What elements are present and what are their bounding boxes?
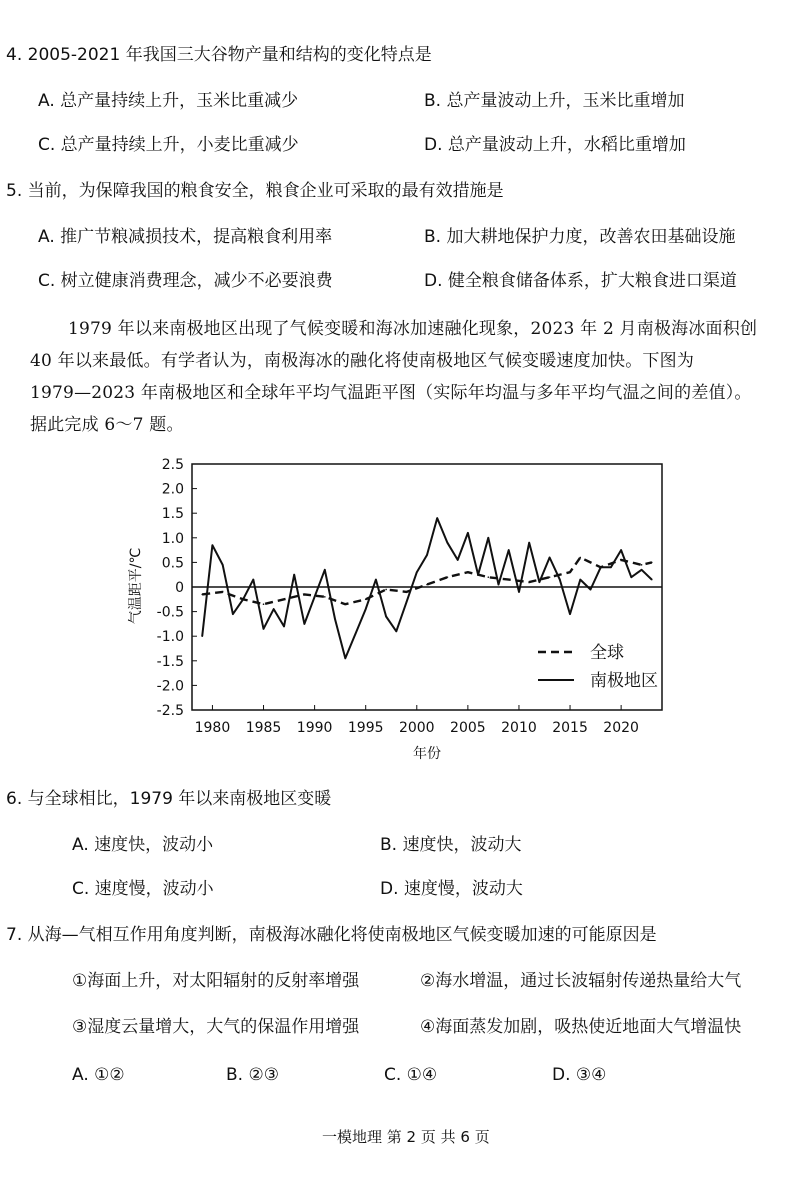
- data-point-global: [426, 584, 428, 586]
- data-point-antarctic: [620, 549, 622, 551]
- x-axis-title: 年份: [413, 746, 441, 762]
- q7-stem: 7. 从海—气相互作用角度判断，南极海冰融化将使南极地区气候变暖加速的可能原因是: [6, 925, 657, 945]
- legend-label-antarctic: 南极地区: [590, 671, 658, 691]
- data-point-global: [304, 594, 306, 596]
- q6-option-b[interactable]: B. 速度快，波动大: [380, 835, 522, 855]
- passage-line-3: 1979—2023 年南极地区和全球年平均气温距平图（实际年均温与多年平均气温之间的差值）。: [30, 383, 752, 403]
- q4-option-a[interactable]: A. 总产量持续上升，玉米比重减少: [38, 91, 299, 111]
- data-point-antarctic: [344, 658, 346, 660]
- data-point-antarctic: [375, 579, 377, 581]
- y-tick-label: 2.5: [161, 457, 184, 473]
- legend: [538, 643, 658, 691]
- q4-option-d[interactable]: D. 总产量波动上升，水稻比重增加: [424, 135, 686, 155]
- data-point-antarctic: [631, 576, 633, 578]
- data-point-antarctic: [242, 599, 244, 601]
- data-point-antarctic: [651, 579, 653, 581]
- data-point-global: [620, 559, 622, 561]
- data-point-antarctic: [365, 608, 367, 610]
- data-point-global: [447, 576, 449, 578]
- q7-option-b[interactable]: B. ②③: [226, 1065, 279, 1085]
- data-point-antarctic: [528, 542, 530, 544]
- data-point-global: [263, 603, 265, 605]
- y-tick-label: -0.5: [156, 604, 184, 621]
- q7-statement-2: ②海水增温，通过长波辐射传递热量给大气: [420, 971, 742, 991]
- q5-option-c[interactable]: C. 树立健康消费理念，减少不必要浪费: [38, 271, 333, 291]
- x-tick-label: 2010: [501, 720, 537, 736]
- temperature-anomaly-chart: [130, 452, 670, 772]
- data-point-antarctic: [549, 557, 551, 559]
- q7-statement-4: ④海面蒸发加剧，吸热使近地面大气增温快: [420, 1017, 742, 1037]
- data-point-antarctic: [447, 542, 449, 544]
- x-tick-label: 2020: [603, 720, 639, 736]
- data-point-antarctic: [457, 559, 459, 561]
- data-point-global: [508, 579, 510, 581]
- data-point-global: [579, 557, 581, 559]
- data-point-global: [569, 571, 571, 573]
- x-tick-label: 1995: [347, 720, 384, 736]
- data-point-antarctic: [222, 564, 224, 566]
- q5-option-a[interactable]: A. 推广节粮减损技术，提高粮食利用率: [38, 227, 333, 247]
- y-tick-label: 1.5: [161, 506, 184, 523]
- data-point-antarctic: [518, 591, 520, 593]
- q5-option-b[interactable]: B. 加大耕地保护力度，改善农田基础设施: [424, 227, 736, 247]
- y-tick-label: 0: [175, 580, 184, 596]
- data-point-antarctic: [488, 537, 490, 539]
- data-point-antarctic: [283, 626, 285, 628]
- q4-option-b[interactable]: B. 总产量波动上升，玉米比重增加: [424, 91, 685, 111]
- x-tick-label: 1980: [194, 720, 231, 736]
- passage-line-1: 1979 年以来南极地区出现了气候变暖和海冰加速融化现象，2023 年 2 月南极海冰面积创: [68, 319, 758, 339]
- q7-statement-1: ①海面上升，对太阳辐射的反射率增强: [72, 971, 360, 991]
- q7-option-c[interactable]: C. ①④: [384, 1065, 438, 1085]
- data-point-antarctic: [610, 567, 612, 569]
- data-point-antarctic: [559, 579, 561, 581]
- data-point-antarctic: [498, 584, 500, 586]
- data-point-antarctic: [569, 613, 571, 615]
- q6-stem: 6. 与全球相比，1979 年以来南极地区变暖: [6, 789, 332, 809]
- q6-option-c[interactable]: C. 速度慢，波动小: [72, 879, 214, 899]
- data-point-global: [488, 576, 490, 578]
- x-tick-label: 2005: [450, 720, 486, 736]
- data-point-antarctic: [273, 608, 275, 610]
- series-line-antarctic: [202, 518, 652, 658]
- y-axis-title: 气温距平/℃: [128, 547, 144, 625]
- page-footer: 一模地理 第 2 页 共 6 页: [322, 1128, 490, 1146]
- q6-option-d[interactable]: D. 速度慢，波动大: [380, 879, 523, 899]
- q7-statement-3: ③湿度云量增大，大气的保温作用增强: [72, 1017, 360, 1037]
- data-point-antarctic: [600, 567, 602, 569]
- data-point-antarctic: [416, 571, 418, 573]
- q4-option-c[interactable]: C. 总产量持续上升，小麦比重减少: [38, 135, 299, 155]
- data-point-antarctic: [508, 549, 510, 551]
- data-point-antarctic: [406, 601, 408, 603]
- data-point-global: [324, 596, 326, 598]
- series-line-global: [202, 558, 652, 605]
- passage-line-4: 据此完成 6～7 题。: [30, 415, 184, 435]
- q6-option-a[interactable]: A. 速度快，波动小: [72, 835, 214, 855]
- data-point-antarctic: [385, 616, 387, 618]
- q7-option-d[interactable]: D. ③④: [552, 1065, 607, 1085]
- data-point-antarctic: [212, 544, 214, 546]
- legend-label-global: 全球: [590, 643, 624, 663]
- passage-line-2: 40 年以来最低。有学者认为，南极海冰的融化将使南极地区气候变暖速度加快。下图为: [30, 351, 695, 371]
- data-point-antarctic: [396, 630, 398, 632]
- data-point-antarctic: [590, 589, 592, 591]
- data-point-antarctic: [334, 618, 336, 620]
- x-tick-label: 1985: [245, 720, 282, 736]
- data-point-antarctic: [355, 633, 357, 635]
- q5-stem: 5. 当前，为保障我国的粮食安全，粮食企业可采取的最有效措施是: [6, 181, 504, 201]
- y-tick-label: 1.0: [161, 530, 184, 547]
- data-point-antarctic: [467, 532, 469, 534]
- data-point-global: [549, 576, 551, 578]
- data-point-antarctic: [304, 623, 306, 625]
- data-point-antarctic: [201, 635, 203, 637]
- x-tick-label: 2015: [552, 720, 588, 736]
- data-point-global: [201, 594, 203, 596]
- y-tick-label: -2.5: [156, 703, 184, 719]
- data-point-global: [651, 562, 653, 564]
- y-tick-label: -1.0: [156, 629, 184, 646]
- y-tick-label: -2.0: [156, 678, 184, 695]
- data-point-antarctic: [477, 574, 479, 576]
- y-tick-label: 0.5: [161, 555, 184, 572]
- data-point-global: [385, 589, 387, 591]
- data-point-antarctic: [324, 569, 326, 571]
- data-point-global: [528, 581, 530, 583]
- data-point-global: [641, 564, 643, 566]
- y-tick-label: -1.5: [156, 653, 184, 670]
- data-point-global: [406, 591, 408, 593]
- data-point-global: [365, 599, 367, 601]
- x-tick-label: 2000: [398, 720, 435, 736]
- x-tick-label: 1990: [296, 720, 333, 736]
- data-point-antarctic: [253, 579, 255, 581]
- data-point-global: [283, 599, 285, 601]
- data-point-global: [222, 591, 224, 593]
- data-point-antarctic: [436, 517, 438, 519]
- data-point-antarctic: [263, 628, 265, 630]
- data-point-antarctic: [641, 569, 643, 571]
- data-point-antarctic: [314, 596, 316, 598]
- data-point-antarctic: [579, 579, 581, 581]
- data-point-global: [467, 571, 469, 573]
- y-tick-label: 2.0: [161, 481, 184, 498]
- data-point-antarctic: [293, 574, 295, 576]
- data-point-antarctic: [232, 613, 234, 615]
- q4-stem: 4. 2005-2021 年我国三大谷物产量和结构的变化特点是: [6, 45, 432, 65]
- data-point-global: [344, 603, 346, 605]
- q7-option-a[interactable]: A. ①②: [72, 1065, 125, 1085]
- q5-option-d[interactable]: D. 健全粮食储备体系，扩大粮食进口渠道: [424, 271, 737, 291]
- data-point-antarctic: [426, 554, 428, 556]
- data-point-antarctic: [539, 581, 541, 583]
